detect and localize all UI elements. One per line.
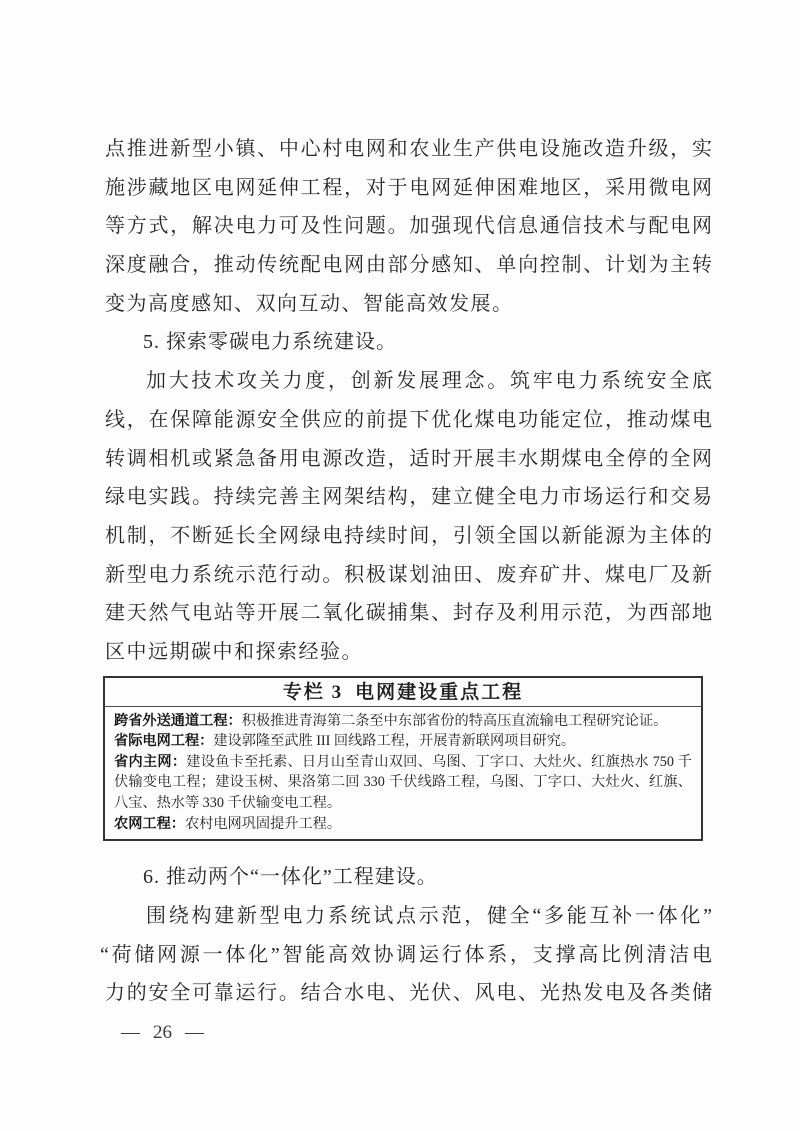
paragraph-3	[100, 897, 712, 1013]
document-content	[100, 130, 712, 1044]
text-line: 线，在保障能源安全供应的前提下优化煤电功能定位，推动煤电	[105, 408, 712, 431]
text-line: 加大技术攻关力度，创新发展理念。筑牢电力系统安全底	[146, 370, 712, 393]
text-line: 点推进新型小镇、中心村电网和农业生产供电设施改造升级，实	[105, 138, 712, 160]
page-footer	[121, 1022, 712, 1044]
text-line: 区中远期碳中和探索经验。	[105, 640, 363, 663]
box-title-text: 电网建设重点工程	[355, 681, 524, 703]
footer-dash-left: —	[121, 1021, 140, 1043]
text-line: 机制，不断延长全网绿电持续时间，引领全国以新能源为主体的	[105, 524, 712, 547]
box-entry-label: 跨省外送通道工程：	[114, 712, 242, 729]
text-line: 绿电实践。持续完善主网架结构，建立健全电力市场运行和交易	[105, 486, 712, 509]
footer-dash-right: —	[185, 1021, 204, 1043]
box-entry	[114, 752, 692, 814]
text-line: 建天然气电站等开展二氧化碳捕集、封存及利用示范，为西部地	[105, 602, 712, 625]
page-number: 26	[153, 1021, 172, 1043]
feature-box-header	[105, 678, 701, 707]
text-line: 等方式，解决电力可及性问题。加强现代信息通信技术与配电网	[105, 215, 712, 238]
text-line: 转调相机或紧急备用电源改造，适时开展丰水期煤电全停的全网	[105, 447, 712, 470]
text-line: 新型电力系统示范行动。积极谋划油田、废弃矿井、煤电厂及新	[105, 563, 712, 586]
box-entry-text: 积极推进青海第二条至中东部省份的特高压直流输电工程研究论证。	[241, 712, 668, 729]
box-entry	[114, 814, 692, 835]
box-entry-text: 农村电网巩固提升工程。	[184, 815, 342, 832]
paragraph-1	[105, 130, 712, 323]
box-entry-label: 省际电网工程：	[114, 733, 214, 750]
text-line: 变为高度感知、双向互动、智能高效发展。	[105, 292, 514, 315]
text-line: 围绕构建新型电力系统试点示范，健全“多能互补一体化”	[146, 904, 712, 927]
text-line: “荷储网源一体化”智能高效协调运行体系，支撑高比例清洁电	[100, 943, 712, 966]
box-entry	[114, 731, 692, 752]
box-entry	[114, 711, 692, 732]
box-entry-text: 建设郭隆至武胜 III 回线路工程，开展青新联网项目研究。	[213, 733, 576, 750]
text-line: 力的安全可靠运行。结合水电、光伏、风电、光热发电及各类储	[105, 982, 712, 1005]
paragraph-2	[105, 362, 712, 672]
feature-box	[103, 676, 703, 842]
box-title-label: 专栏 3	[282, 681, 344, 703]
box-entry-text: 建设鱼卡至托素、日月山至青山双回、乌图、丁字口、大灶火、红旗热水 750 千伏输变电工程；建设玉树、果洛第二回 330 千伏线路工程，乌图、丁字口、大灶火、红旗、八宝、热水等 330 千伏输变电工程。	[114, 753, 692, 811]
box-entry-label: 省内主网：	[114, 753, 187, 770]
section-heading-5: 5. 探索零碳电力系统建设。	[143, 331, 397, 354]
feature-box-body	[105, 707, 701, 840]
text-line: 深度融合，推动传统配电网由部分感知、单向控制、计划为主转	[105, 254, 712, 277]
box-entry-label: 农网工程：	[114, 815, 185, 832]
section-heading-6: 6. 推动两个“一体化”工程建设。	[143, 866, 438, 889]
text-line: 施涉藏地区电网延伸工程，对于电网延伸困难地区，采用微电网	[105, 176, 712, 199]
